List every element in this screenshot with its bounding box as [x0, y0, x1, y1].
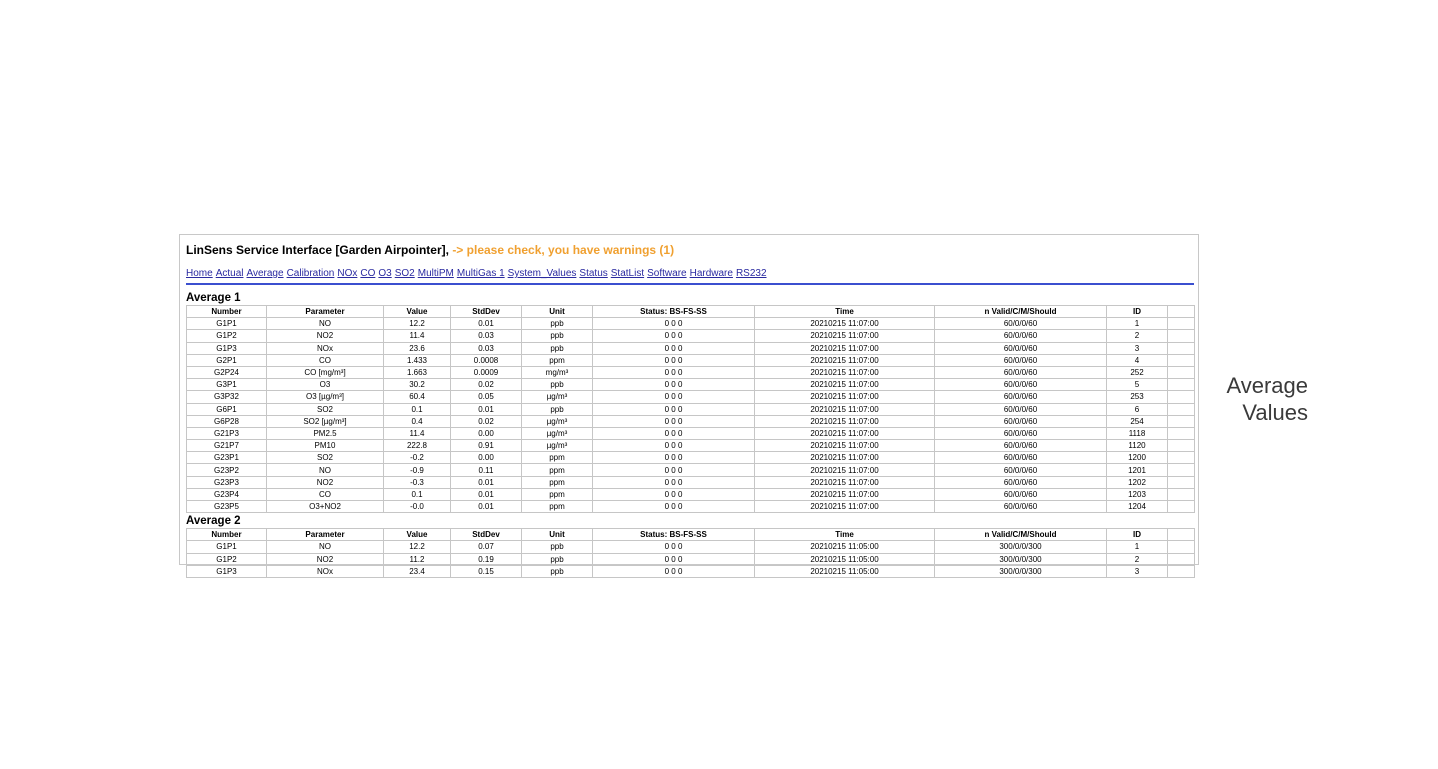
table-cell: SO2 [µg/m³]	[267, 415, 384, 427]
table-cell	[1168, 501, 1195, 513]
table-cell: 0.03	[451, 342, 522, 354]
column-header: n Valid/C/M/Should	[935, 529, 1107, 541]
table-cell: 0 0 0	[593, 403, 755, 415]
table-cell: G3P1	[187, 379, 267, 391]
table-cell	[1168, 452, 1195, 464]
table-cell: G1P3	[187, 342, 267, 354]
table-cell: 222.8	[384, 440, 451, 452]
nav-link-calibration[interactable]: Calibration	[286, 268, 335, 279]
table-cell: ppb	[522, 565, 593, 577]
table-row	[187, 318, 1195, 330]
table-cell: 0 0 0	[593, 476, 755, 488]
table-cell	[1168, 488, 1195, 500]
table-cell: ppb	[522, 342, 593, 354]
table-cell: ppm	[522, 501, 593, 513]
table-cell: NO	[267, 464, 384, 476]
nav-link-co[interactable]: CO	[360, 268, 376, 279]
table-cell: 60/0/0/60	[935, 476, 1107, 488]
table-row	[187, 415, 1195, 427]
table-cell: 20210215 11:07:00	[755, 318, 935, 330]
nav-divider	[186, 283, 1194, 285]
table-cell	[1168, 476, 1195, 488]
table-cell: NO	[267, 318, 384, 330]
column-header: Unit	[522, 529, 593, 541]
table-row	[187, 476, 1195, 488]
table-cell: 0 0 0	[593, 330, 755, 342]
table-cell: 1	[1107, 541, 1168, 553]
table-cell: 20210215 11:07:00	[755, 501, 935, 513]
table-cell: 60/0/0/60	[935, 440, 1107, 452]
table-cell: -0.0	[384, 501, 451, 513]
table-cell: CO [mg/m³]	[267, 366, 384, 378]
table-cell: G21P7	[187, 440, 267, 452]
table-cell: 20210215 11:07:00	[755, 452, 935, 464]
table-cell: 2	[1107, 553, 1168, 565]
table-cell	[1168, 403, 1195, 415]
table-cell: O3 [µg/m³]	[267, 391, 384, 403]
table-cell: PM10	[267, 440, 384, 452]
nav-link-o3[interactable]: O3	[378, 268, 392, 279]
table-header-row	[187, 529, 1195, 541]
average-table	[186, 305, 1195, 513]
table-row	[187, 501, 1195, 513]
table-header-row	[187, 306, 1195, 318]
column-header: Time	[755, 529, 935, 541]
table-cell: 1118	[1107, 427, 1168, 439]
table-cell: 60/0/0/60	[935, 403, 1107, 415]
table-cell: 60/0/0/60	[935, 488, 1107, 500]
table-cell: 60/0/0/60	[935, 366, 1107, 378]
table-cell: 20210215 11:07:00	[755, 366, 935, 378]
table-cell: 60.4	[384, 391, 451, 403]
nav-link-average[interactable]: Average	[246, 268, 284, 279]
column-header	[1168, 306, 1195, 318]
table-cell: O3+NO2	[267, 501, 384, 513]
browser-frame	[179, 234, 1199, 576]
nav-link-actual[interactable]: Actual	[215, 268, 244, 279]
table-cell: G1P2	[187, 553, 267, 565]
table-cell: µg/m³	[522, 440, 593, 452]
table-cell: 60/0/0/60	[935, 501, 1107, 513]
table-cell: 0 0 0	[593, 541, 755, 553]
table-cell: NOx	[267, 565, 384, 577]
table-cell: 60/0/0/60	[935, 415, 1107, 427]
table-cell: 60/0/0/60	[935, 452, 1107, 464]
nav-link-multipm[interactable]: MultiPM	[417, 268, 454, 279]
table-cell: G21P3	[187, 427, 267, 439]
column-header: Value	[384, 306, 451, 318]
table-cell: 60/0/0/60	[935, 427, 1107, 439]
warning-link[interactable]: -> please check, you have warnings (1)	[452, 243, 675, 257]
table-cell: 0.0008	[451, 354, 522, 366]
table-cell: 0.91	[451, 440, 522, 452]
table-cell: 11.4	[384, 330, 451, 342]
nav-link-nox[interactable]: NOx	[337, 268, 358, 279]
table-cell: 0 0 0	[593, 318, 755, 330]
side-caption	[1200, 372, 1308, 426]
table-cell: G6P1	[187, 403, 267, 415]
table-cell: 1204	[1107, 501, 1168, 513]
table-cell: 0 0 0	[593, 501, 755, 513]
table-cell: 12.2	[384, 318, 451, 330]
table-cell: NO	[267, 541, 384, 553]
nav-link-home[interactable]: Home	[186, 268, 213, 279]
title-text: LinSens Service Interface [Garden Airpointer],	[186, 243, 449, 257]
table-cell: 12.2	[384, 541, 451, 553]
table-cell: NO2	[267, 476, 384, 488]
table-cell	[1168, 440, 1195, 452]
table-cell: 1201	[1107, 464, 1168, 476]
table-cell: 0 0 0	[593, 366, 755, 378]
column-header	[1168, 529, 1195, 541]
table-cell: 0.0009	[451, 366, 522, 378]
table-cell: 20210215 11:07:00	[755, 464, 935, 476]
table-cell: 0 0 0	[593, 440, 755, 452]
table-cell: 23.6	[384, 342, 451, 354]
section-title: Average 2	[186, 515, 241, 528]
column-header: Unit	[522, 306, 593, 318]
table-cell: 0 0 0	[593, 342, 755, 354]
table-row	[187, 553, 1195, 565]
nav-link-statlist[interactable]: StatList	[610, 268, 645, 279]
table-cell: 300/0/0/300	[935, 553, 1107, 565]
table-cell: 1202	[1107, 476, 1168, 488]
table-cell: 0.19	[451, 553, 522, 565]
table-cell: 20210215 11:05:00	[755, 565, 935, 577]
table-cell: 1.663	[384, 366, 451, 378]
table-cell: 60/0/0/60	[935, 330, 1107, 342]
table-cell: 20210215 11:07:00	[755, 342, 935, 354]
table-cell: ppb	[522, 379, 593, 391]
table-cell: G23P3	[187, 476, 267, 488]
table-cell: 60/0/0/60	[935, 354, 1107, 366]
table-cell	[1168, 342, 1195, 354]
table-cell: 20210215 11:07:00	[755, 427, 935, 439]
table-cell: SO2	[267, 452, 384, 464]
table-cell: O3	[267, 379, 384, 391]
table-cell: 20210215 11:07:00	[755, 476, 935, 488]
table-cell: 0 0 0	[593, 488, 755, 500]
table-cell: 0 0 0	[593, 427, 755, 439]
table-cell: ppm	[522, 464, 593, 476]
table-row	[187, 565, 1195, 577]
table-cell: 1	[1107, 318, 1168, 330]
table-cell: 0.1	[384, 488, 451, 500]
column-header: n Valid/C/M/Should	[935, 306, 1107, 318]
column-header: ID	[1107, 529, 1168, 541]
table-row	[187, 464, 1195, 476]
table-cell: G23P1	[187, 452, 267, 464]
table-cell: 0.01	[451, 488, 522, 500]
table-cell: G1P3	[187, 565, 267, 577]
column-header: Status: BS-FS-SS	[593, 529, 755, 541]
table-cell	[1168, 366, 1195, 378]
average-content	[186, 291, 1194, 579]
table-cell: 60/0/0/60	[935, 318, 1107, 330]
column-header: Status: BS-FS-SS	[593, 306, 755, 318]
table-cell: 0.4	[384, 415, 451, 427]
table-cell: 20210215 11:05:00	[755, 541, 935, 553]
average-table	[186, 528, 1195, 578]
table-row	[187, 427, 1195, 439]
table-cell: 0 0 0	[593, 415, 755, 427]
table-cell: 1120	[1107, 440, 1168, 452]
table-cell: 0 0 0	[593, 565, 755, 577]
page-title	[186, 243, 674, 257]
table-cell: -0.9	[384, 464, 451, 476]
table-cell: 60/0/0/60	[935, 342, 1107, 354]
table-cell: µg/m³	[522, 427, 593, 439]
side-caption-line1: Average	[1226, 373, 1308, 398]
table-cell: ppb	[522, 318, 593, 330]
table-cell: CO	[267, 354, 384, 366]
side-caption-line2: Values	[1242, 400, 1308, 425]
table-cell: 23.4	[384, 565, 451, 577]
table-row	[187, 354, 1195, 366]
table-cell: 0.03	[451, 330, 522, 342]
nav-bar	[186, 268, 770, 279]
table-cell: 0.01	[451, 476, 522, 488]
table-cell: NOx	[267, 342, 384, 354]
table-row	[187, 452, 1195, 464]
table-cell: 0.01	[451, 501, 522, 513]
table-cell: G2P24	[187, 366, 267, 378]
table-row	[187, 440, 1195, 452]
table-cell: 20210215 11:07:00	[755, 488, 935, 500]
table-cell: CO	[267, 488, 384, 500]
table-cell: 3	[1107, 565, 1168, 577]
table-row	[187, 391, 1195, 403]
table-cell: G1P1	[187, 541, 267, 553]
table-cell: 1203	[1107, 488, 1168, 500]
table-cell: ppb	[522, 553, 593, 565]
table-cell: 0.01	[451, 318, 522, 330]
table-cell: PM2.5	[267, 427, 384, 439]
column-header: Parameter	[267, 306, 384, 318]
nav-link-status[interactable]: Status	[579, 268, 608, 279]
table-cell: 253	[1107, 391, 1168, 403]
table-cell	[1168, 318, 1195, 330]
table-cell: 20210215 11:07:00	[755, 440, 935, 452]
table-cell: 0.00	[451, 427, 522, 439]
table-row	[187, 541, 1195, 553]
table-cell: ppb	[522, 330, 593, 342]
table-row	[187, 403, 1195, 415]
table-cell: 3	[1107, 342, 1168, 354]
table-cell	[1168, 553, 1195, 565]
table-cell: G23P2	[187, 464, 267, 476]
table-cell	[1168, 354, 1195, 366]
column-header: Number	[187, 306, 267, 318]
table-cell: 20210215 11:07:00	[755, 354, 935, 366]
table-cell: 20210215 11:07:00	[755, 379, 935, 391]
nav-link-rs232[interactable]: RS232	[735, 268, 767, 279]
column-header: ID	[1107, 306, 1168, 318]
table-cell: G23P5	[187, 501, 267, 513]
table-cell: 252	[1107, 366, 1168, 378]
table-row	[187, 379, 1195, 391]
table-cell: 11.2	[384, 553, 451, 565]
table-cell: 300/0/0/300	[935, 541, 1107, 553]
nav-link-system-values[interactable]: System_Values	[507, 268, 577, 279]
table-cell: 0 0 0	[593, 354, 755, 366]
table-cell: ppm	[522, 354, 593, 366]
table-cell: G1P1	[187, 318, 267, 330]
table-cell: 0.05	[451, 391, 522, 403]
table-cell: 20210215 11:07:00	[755, 403, 935, 415]
table-cell: ppm	[522, 488, 593, 500]
table-cell: 0 0 0	[593, 379, 755, 391]
table-row	[187, 330, 1195, 342]
table-cell: 20210215 11:07:00	[755, 415, 935, 427]
table-cell: 0.00	[451, 452, 522, 464]
table-cell: 60/0/0/60	[935, 391, 1107, 403]
table-row	[187, 366, 1195, 378]
table-cell: 6	[1107, 403, 1168, 415]
table-cell: ppb	[522, 541, 593, 553]
column-header: Parameter	[267, 529, 384, 541]
table-cell	[1168, 379, 1195, 391]
column-header: Value	[384, 529, 451, 541]
table-cell: 1200	[1107, 452, 1168, 464]
table-cell: 0.02	[451, 379, 522, 391]
table-cell	[1168, 391, 1195, 403]
table-cell: 2	[1107, 330, 1168, 342]
table-cell: G1P2	[187, 330, 267, 342]
table-cell: ppm	[522, 452, 593, 464]
table-cell: 254	[1107, 415, 1168, 427]
table-cell: 0 0 0	[593, 553, 755, 565]
table-cell	[1168, 565, 1195, 577]
column-header: Number	[187, 529, 267, 541]
table-cell	[1168, 541, 1195, 553]
nav-link-software[interactable]: Software	[647, 268, 687, 279]
table-cell: G6P28	[187, 415, 267, 427]
table-cell: 11.4	[384, 427, 451, 439]
table-cell: 0.11	[451, 464, 522, 476]
table-cell: NO2	[267, 330, 384, 342]
table-cell: 60/0/0/60	[935, 379, 1107, 391]
table-cell: 0.1	[384, 403, 451, 415]
table-cell: mg/m³	[522, 366, 593, 378]
table-cell: G2P1	[187, 354, 267, 366]
table-cell: 0.02	[451, 415, 522, 427]
table-cell: 0 0 0	[593, 452, 755, 464]
table-cell: ppb	[522, 403, 593, 415]
table-cell: 1.433	[384, 354, 451, 366]
table-cell: 30.2	[384, 379, 451, 391]
table-cell: 20210215 11:07:00	[755, 391, 935, 403]
nav-link-multigas-1[interactable]: MultiGas 1	[456, 268, 505, 279]
table-cell: 0 0 0	[593, 391, 755, 403]
table-cell: G23P4	[187, 488, 267, 500]
table-cell: -0.2	[384, 452, 451, 464]
table-cell	[1168, 464, 1195, 476]
table-cell: 60/0/0/60	[935, 464, 1107, 476]
column-header: StdDev	[451, 529, 522, 541]
table-cell: 0.15	[451, 565, 522, 577]
table-cell: 0 0 0	[593, 464, 755, 476]
table-cell: 20210215 11:05:00	[755, 553, 935, 565]
table-cell: µg/m³	[522, 415, 593, 427]
column-header: StdDev	[451, 306, 522, 318]
table-cell: 4	[1107, 354, 1168, 366]
table-cell	[1168, 330, 1195, 342]
column-header: Time	[755, 306, 935, 318]
table-row	[187, 342, 1195, 354]
table-cell: 20210215 11:07:00	[755, 330, 935, 342]
table-cell: G3P32	[187, 391, 267, 403]
table-cell	[1168, 415, 1195, 427]
table-cell: 0.07	[451, 541, 522, 553]
table-cell: 5	[1107, 379, 1168, 391]
nav-link-so2[interactable]: SO2	[394, 268, 415, 279]
section-title: Average 1	[186, 292, 241, 304]
table-cell: µg/m³	[522, 391, 593, 403]
nav-link-hardware[interactable]: Hardware	[689, 268, 733, 279]
table-cell: SO2	[267, 403, 384, 415]
table-cell: 300/0/0/300	[935, 565, 1107, 577]
table-cell: NO2	[267, 553, 384, 565]
table-cell: -0.3	[384, 476, 451, 488]
table-cell: 0.01	[451, 403, 522, 415]
table-cell	[1168, 427, 1195, 439]
table-cell: ppm	[522, 476, 593, 488]
table-row	[187, 488, 1195, 500]
